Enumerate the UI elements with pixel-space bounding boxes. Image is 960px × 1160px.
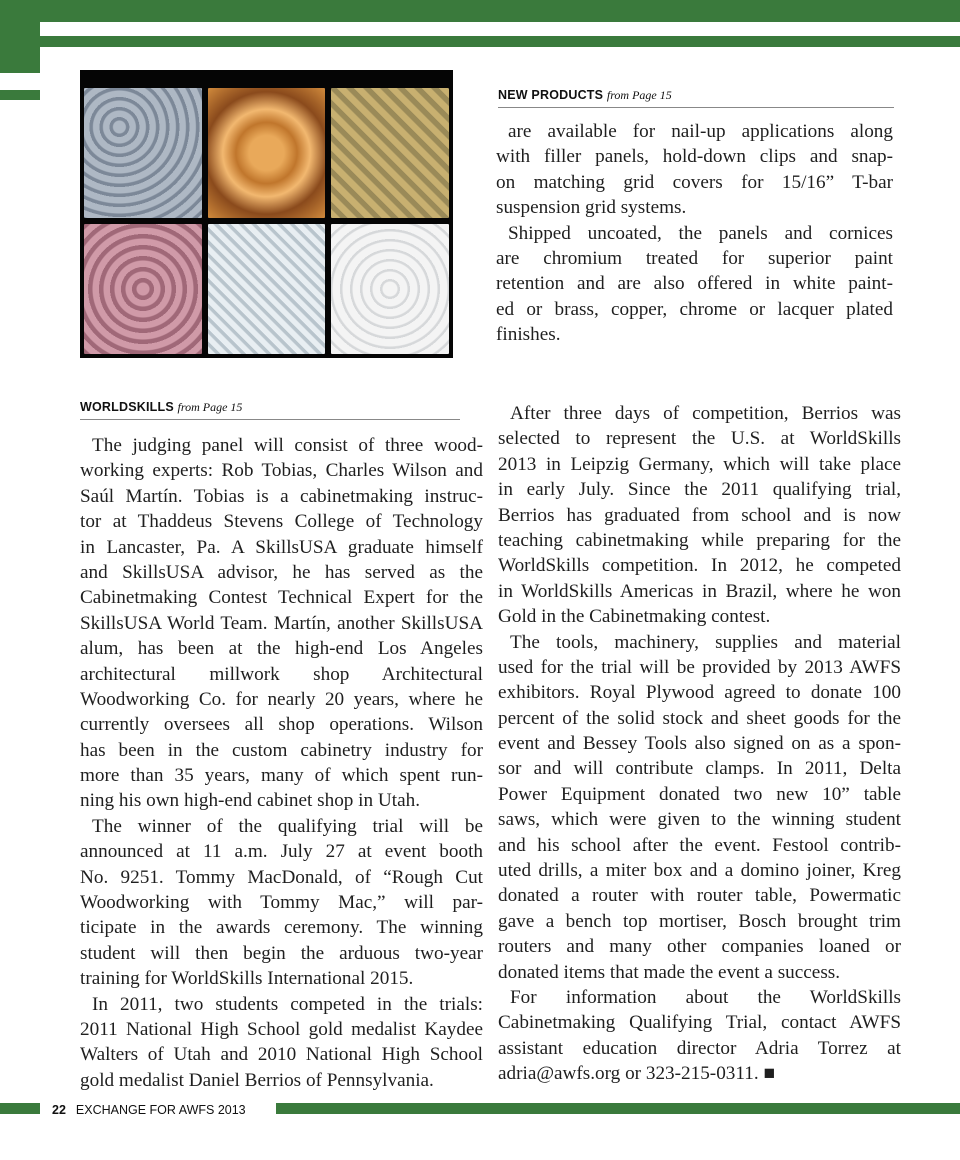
text-line: ning his own high-end cabinet shop in Utah. bbox=[80, 790, 420, 812]
text-line: teaching cabinetmaking while preparing for the bbox=[498, 529, 901, 551]
text-line: Cabinetmaking Contest Technical Expert for the bbox=[80, 587, 483, 609]
text-line: donated a router with router table, Powermatic bbox=[498, 885, 901, 907]
text-line: The judging panel will consist of three wood- bbox=[92, 435, 483, 456]
text-line: and SkillsUSA advisor, he has served as the bbox=[80, 561, 483, 583]
top-bar bbox=[0, 0, 960, 22]
publication-name: EXCHANGE FOR AWFS 2013 bbox=[75, 1103, 246, 1117]
text-line: In 2011, two students competed in the trials: bbox=[92, 993, 483, 1015]
worldskills-right-column bbox=[498, 401, 901, 1087]
left-tab bbox=[0, 90, 40, 100]
panel-brass bbox=[331, 88, 449, 218]
text-line: currently oversees all shop operations. Wilson bbox=[80, 714, 483, 736]
worldskills-left-column bbox=[80, 433, 483, 1093]
text-line: training for WorldSkills International 2015. bbox=[80, 968, 414, 990]
panel-white-lattice bbox=[208, 224, 326, 354]
text-line: Power Equipment donated two new 10” table bbox=[498, 783, 901, 805]
section-title: WORLDSKILLS bbox=[80, 400, 174, 414]
text-line: Berrios has graduated from school and is now bbox=[498, 504, 901, 526]
text-line: on matching grid covers for 15/16” T-bar bbox=[496, 171, 893, 193]
text-line: WorldSkills competition. In 2012, he competed bbox=[498, 555, 901, 577]
text-line: assistant education director Adria Torrez at bbox=[498, 1037, 901, 1059]
text-line: in Lancaster, Pa. A SkillsUSA graduate himself bbox=[80, 536, 483, 558]
text-line: retention and are also offered in white paint- bbox=[496, 273, 893, 295]
section-title: NEW PRODUCTS bbox=[498, 88, 604, 102]
text-line: donated items that made the event a success. bbox=[498, 961, 841, 983]
text-line: gold medalist Daniel Berrios of Pennsylvania. bbox=[80, 1069, 434, 1091]
text-line: selected to represent the U.S. at WorldSkills bbox=[498, 428, 901, 450]
text-line: announced at 11 a.m. July 27 at event booth bbox=[80, 841, 483, 863]
text-line: After three days of competition, Berrios was bbox=[510, 403, 901, 424]
text-line: The tools, machinery, supplies and material bbox=[510, 631, 901, 653]
text-line: and his school after the event. Festool contrib- bbox=[498, 834, 901, 856]
text-line: adria@awfs.org or 323-215-0311. ■ bbox=[498, 1063, 776, 1085]
text-line: Woodworking with Tommy Mac,” will par- bbox=[80, 892, 483, 914]
panel-white bbox=[331, 224, 449, 354]
text-line: working experts: Rob Tobias, Charles Wilson and bbox=[80, 460, 483, 482]
text-line: uted drills, a miter box and a domino joiner, Kreg bbox=[498, 860, 901, 882]
text-line: percent of the solid stock and sheet goods for the bbox=[498, 707, 901, 729]
footer bbox=[52, 1103, 246, 1117]
text-line: tor at Thaddeus Stevens College of Technology bbox=[80, 511, 483, 533]
left-block bbox=[0, 0, 40, 73]
text-line: Cabinetmaking Qualifying Trial, contact AWFS bbox=[498, 1012, 901, 1034]
text-line: Saúl Martín. Tobias is a cabinetmaking instruc- bbox=[80, 485, 483, 507]
text-line: student will then begin the arduous two-year bbox=[80, 942, 483, 964]
text-line: exhibitors. Royal Plywood agreed to donate 100 bbox=[498, 682, 901, 704]
text-line: No. 9251. Tommy MacDonald, of “Rough Cut bbox=[80, 866, 483, 888]
text-line: The winner of the qualifying trial will be bbox=[92, 815, 483, 837]
text-line: finishes. bbox=[496, 324, 561, 346]
section-continuation: from Page 15 bbox=[177, 400, 243, 414]
section-continuation: from Page 15 bbox=[606, 88, 672, 102]
text-line: Gold in the Cabinetmaking contest. bbox=[498, 606, 771, 628]
text-line: Woodworking Co. for nearly 20 years, where he bbox=[80, 688, 483, 710]
text-line: Shipped uncoated, the panels and cornices bbox=[508, 222, 893, 244]
text-line: alum, has been at the high-end Los Angeles bbox=[80, 638, 483, 660]
text-line: are chromium treated for superior paint bbox=[496, 247, 893, 269]
page-number: 22 bbox=[52, 1103, 66, 1117]
worldskills-header bbox=[80, 400, 460, 420]
text-line: ticipate in the awards ceremony. The winning bbox=[80, 917, 483, 939]
panel-silver bbox=[84, 88, 202, 218]
panel-pink bbox=[84, 224, 202, 354]
text-line: with filler panels, hold-down clips and snap- bbox=[496, 146, 893, 168]
new-products-header bbox=[498, 88, 894, 108]
text-line: 2013 in Leipzig Germany, which will take place bbox=[498, 453, 901, 475]
text-line: routers and many other companies loaned or bbox=[498, 936, 901, 958]
panel-copper bbox=[208, 88, 326, 218]
footer-bar-right bbox=[276, 1103, 960, 1114]
text-line: used for the trial will be provided by 2013 AWFS bbox=[498, 656, 901, 678]
new-products-text bbox=[496, 119, 893, 348]
text-line: For information about the WorldSkills bbox=[510, 986, 901, 1008]
text-line: are available for nail-up applications along bbox=[508, 121, 893, 142]
text-line: in WorldSkills Americas in Brazil, where he won bbox=[498, 580, 901, 602]
text-line: SkillsUSA World Team. Martín, another SkillsUSA bbox=[80, 612, 483, 634]
text-line: architectural millwork shop Architectural bbox=[80, 663, 483, 685]
tin-ceiling-photo bbox=[80, 70, 453, 358]
text-line: gave a bench top mortiser, Bosch brought trim bbox=[498, 910, 901, 932]
footer-bar-left bbox=[0, 1103, 40, 1114]
text-line: more than 35 years, many of which spent run- bbox=[80, 765, 483, 787]
text-line: event and Bessey Tools also signed on as a spon- bbox=[498, 733, 901, 755]
text-line: sor and will contribute clamps. In 2011, Delta bbox=[498, 758, 901, 780]
text-line: in early July. Since the 2011 qualifying trial, bbox=[498, 479, 901, 501]
text-line: suspension grid systems. bbox=[496, 197, 687, 219]
text-line: Walters of Utah and 2010 National High School bbox=[80, 1044, 483, 1066]
text-line: 2011 National High School gold medalist Kaydee bbox=[80, 1018, 483, 1040]
text-line: has been in the custom cabinetry industry for bbox=[80, 739, 483, 761]
text-line: saws, which were given to the winning student bbox=[498, 809, 901, 831]
top-bar-thin bbox=[40, 36, 960, 47]
text-line: ed or brass, copper, chrome or lacquer plated bbox=[496, 298, 893, 320]
